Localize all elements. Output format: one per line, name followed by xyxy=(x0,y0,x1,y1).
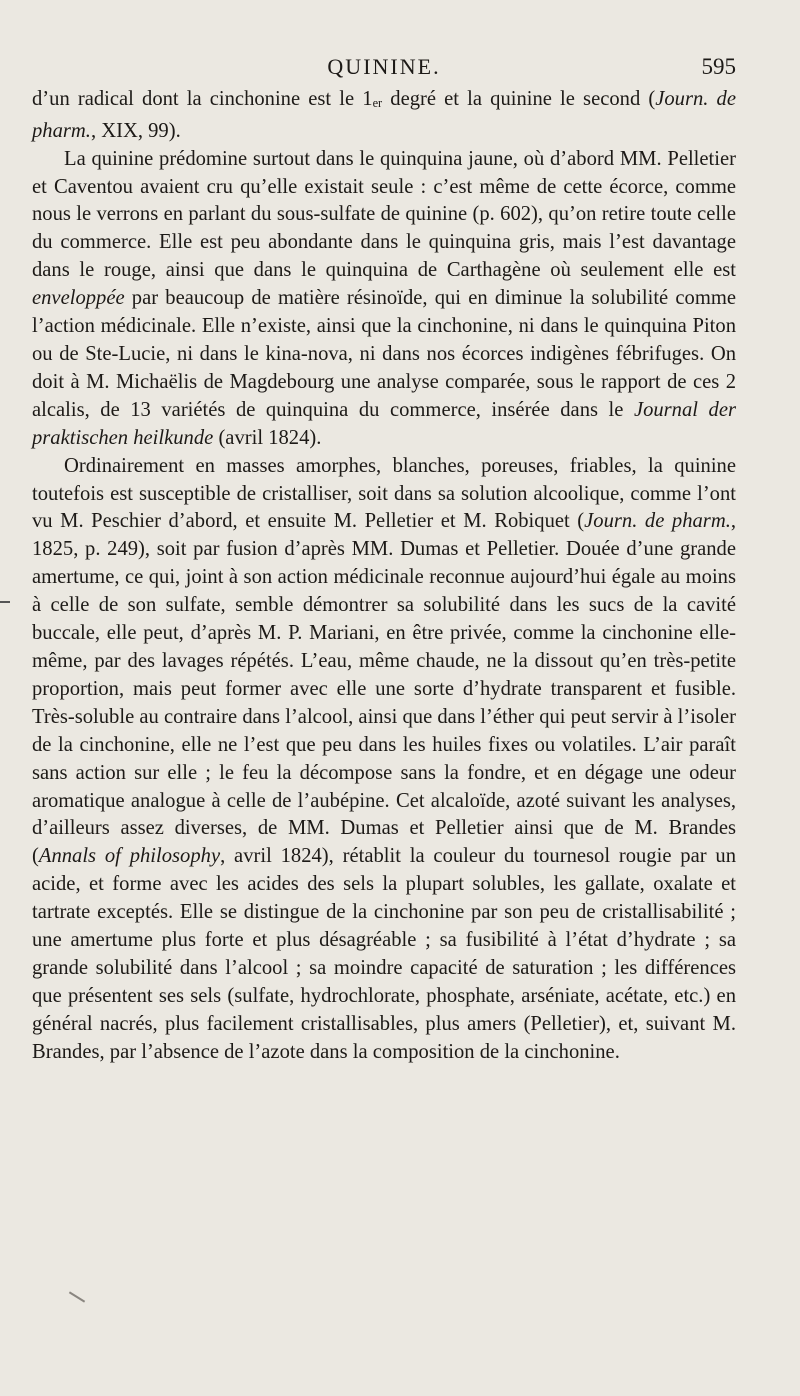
text-run: La quinine prédomine surtout dans le quinquina jaune, où d’abord MM. Pelletier et Caventou avaient cru qu’elle existait seule : c’est même de cette écorce, comme nous le verrons en parlant du sous-sulfate de quinine (p. 602), qu’on retire toute celle du commerce. Elle est peu abondante dans le quinquina gris, mais l’est davantage dans le rouge, ainsi que dans le quinquina de Carthagène où seulement elle est xyxy=(32,147,736,282)
text-run: par beaucoup de matière résinoïde, qui en diminue la solubilité comme l’action médicinale. Elle n’existe, ainsi que la cinchonine, ni dans le quinquina Piton ou de Ste-Lucie, ni dans le kina-nova, ni dans nos écorces indigènes fébrifuges. On doit à M. Michaëlis de Magdebourg une analyse comparée, sous le rapport de ces 2 alcalis, de 13 variétés de quinquina du commerce, insérée dans le xyxy=(32,287,736,421)
running-title: QUININE. xyxy=(327,54,441,79)
ink-smudge xyxy=(69,1291,85,1302)
italic-run: Journ. de pharm. xyxy=(584,510,731,533)
italic-run: Annals of philosophy xyxy=(38,845,221,868)
italic-run: enveloppée xyxy=(32,287,125,310)
text-run: (avril 1824). xyxy=(213,426,322,449)
text-run: d’un radical dont la cinchonine est le 1 xyxy=(32,88,373,110)
text-run: Ordinairement en masses amorphes, blanches, poreuses, friables, la quinine toutefois est susceptible de cristalliser, soit dans sa solution alcoolique, comme l’ont vu M. Peschier d’abord, et ensuite M. Pelletier et M. Robiquet ( xyxy=(32,454,736,533)
text-run: degré et la quinine le second ( xyxy=(382,88,656,110)
italic-run: Journal der praktischen heilkunde xyxy=(32,398,736,449)
page-header xyxy=(32,54,736,88)
paragraph xyxy=(32,146,736,453)
ordinal-suffix: er xyxy=(372,95,383,110)
paragraph xyxy=(32,86,736,146)
italic-run: Journ. de pharm. xyxy=(32,88,736,142)
text-run: , 1825, p. 249), soit par fusion d’après MM. Dumas et Pelletier. Douée d’une grande amertume, ce qui, joint à son action médicinale reconnue aujourd’hui égale au moins à celle de son sulfate, semble démontrer sa solubilité dans les sucs de la cavité buccale, elle peut, d’après M. P. Mariani, en être privée, comme la cinchonine elle-même, par des lavages répétés. L’eau, même chaude, ne la dissout qu’en très-petite proportion, mais peut former avec elle une sorte d’hydrate transparent et fusible. Très-soluble au contraire dans l’alcool, ainsi que dans l’éther qui peut servir à l’isoler de la cinchonine, elle ne l’est que peu dans les huiles fixes ou volatiles. L’air paraît sans action sur elle ; le feu la décompose sans la fondre, et en dégage une odeur aromatique analogue à celle de l’aubépine. Cet alcaloïde, azoté suivant les analyses, d’ailleurs assez diverses, de MM. Dumas et Pelletier ainsi que de M. Brandes ( xyxy=(32,510,736,868)
paragraph xyxy=(32,453,736,1067)
body-text xyxy=(32,86,736,1067)
page-number: 595 xyxy=(701,54,736,79)
margin-mark xyxy=(0,601,10,603)
text-run: , XIX, 99). xyxy=(90,119,181,142)
text-run: , avril 1824), rétablit la couleur du tournesol rougie par un acide, et forme avec les acides des sels la plupart solubles, les gallate, oxalate et tartrate exceptés. Elle se distingue de la cinchonine par son peu de cristallisabilité ; une amertume plus forte et plus désagréable ; sa fusibilité à l’état d’hydrate ; sa grande solubilité dans l’alcool ; sa moindre capacité de saturation ; les différences que présentent ses sels (sulfate, hydrochlorate, phosphate, arséniate, acétate, etc.) en général nacrés, plus facilement cristallisables, plus amers (Pelletier), et, suivant M. Brandes, par l’absence de l’azote dans la composition de la cinchonine. xyxy=(32,845,736,1063)
